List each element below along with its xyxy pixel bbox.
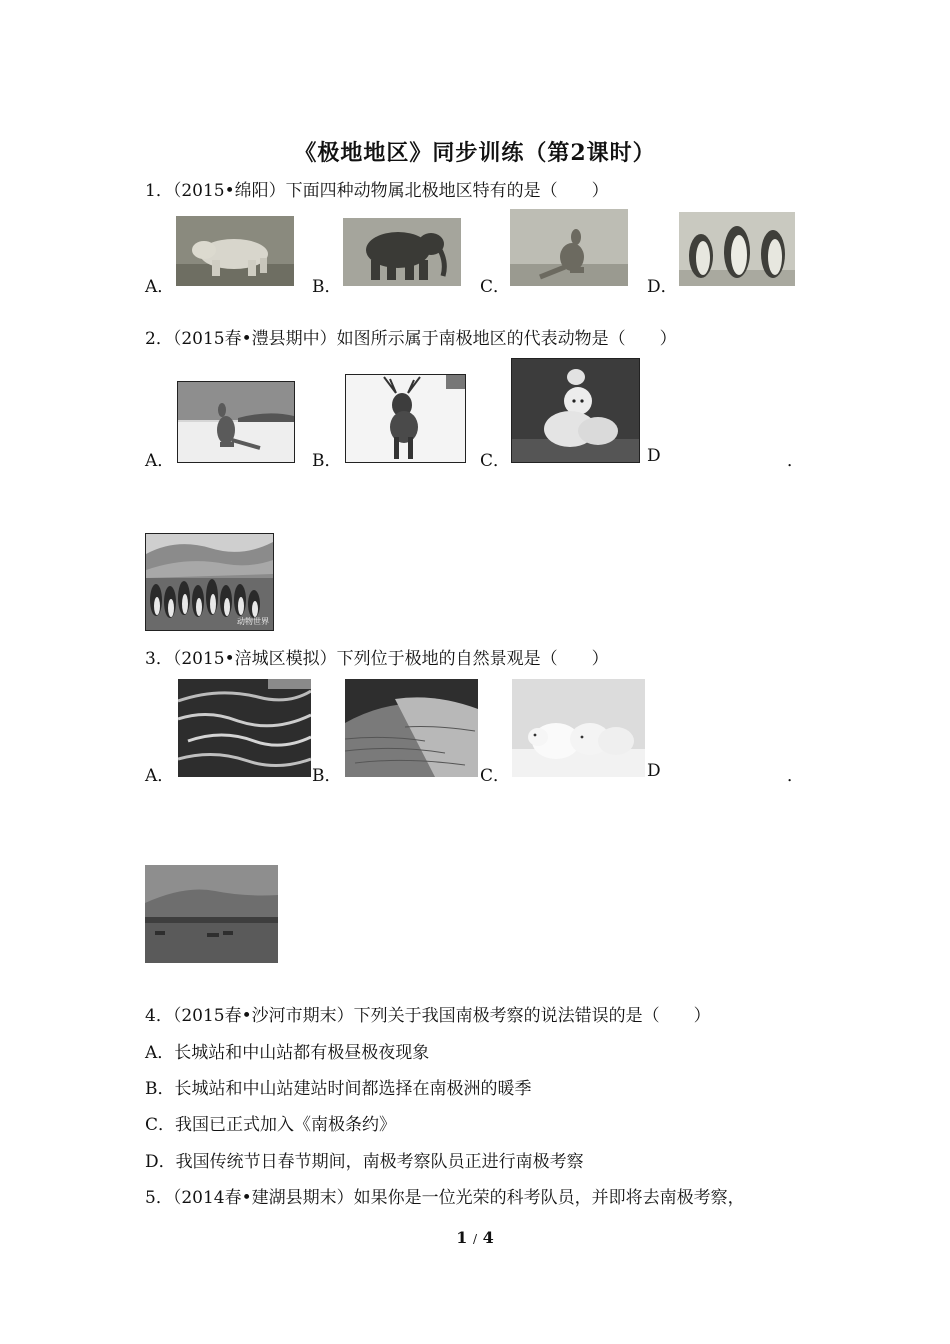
q2-trailing-period: ． — [787, 451, 804, 471]
q2-option-c-label: C． — [480, 451, 511, 471]
q1-option-c-label: C． — [480, 277, 511, 297]
polar-bears-photo — [512, 679, 645, 777]
q1-kangaroo-image — [510, 209, 628, 286]
q1-option-b-label: B． — [312, 277, 342, 297]
page-separator: / — [472, 1232, 478, 1246]
terraced-fields-photo — [178, 679, 311, 777]
q1-option-a-label: A． — [145, 277, 175, 297]
reindeer-photo — [346, 375, 465, 462]
q4-choice-a: A．长城站和中山站都有极昼极夜现象 — [145, 1043, 430, 1063]
q4-choice-c: C．我国已正式加入《南极条约》 — [145, 1115, 397, 1135]
question-2-stem: 2．（2015春•澧县期中）如图所示属于南极地区的代表动物是（ ） — [145, 329, 677, 349]
q1-polar-bear-image — [176, 216, 294, 286]
question-5-stem: 5．（2014春•建湖县期末）如果你是一位光荣的科考队员，并即将去南极考察， — [145, 1188, 745, 1208]
desert-dunes-photo — [345, 679, 478, 777]
question-3-stem: 3．（2015•涪城区模拟）下列位于极地的自然景观是（ ） — [145, 649, 609, 669]
q4-choice-b: B．长城站和中山站建站时间都选择在南极洲的暖季 — [145, 1079, 532, 1099]
kangaroo-photo — [178, 382, 294, 462]
q2-kangaroo-image — [177, 381, 295, 463]
kangaroo-icon — [510, 209, 628, 286]
q2-penguin-colony-image — [145, 533, 274, 631]
q3-option-a-label: A． — [145, 766, 175, 786]
q3-polar-bears-image — [512, 679, 645, 777]
q4-choice-d: D．我国传统节日春节期间，南极考察队员正进行南极考察 — [145, 1152, 584, 1172]
q1-elephant-image — [343, 218, 461, 286]
q2-arctic-fox-image — [511, 358, 640, 463]
q3-desert-image — [345, 679, 478, 777]
savanna-photo — [145, 865, 278, 963]
q3-trailing-period: ． — [787, 766, 804, 786]
penguin-icon — [679, 212, 795, 286]
q2-option-a-label: A． — [145, 451, 175, 471]
question-1-stem: 1．（2015•绵阳）下面四种动物属北极地区特有的是（ ） — [145, 181, 609, 201]
page-total: 4 — [482, 1228, 494, 1247]
elephant-icon — [343, 218, 461, 286]
page-number — [0, 1228, 950, 1247]
question-4-stem: 4．（2015春•沙河市期末）下列关于我国南极考察的说法错误的是（ ） — [145, 1006, 711, 1026]
q3-savanna-image — [145, 865, 278, 963]
q1-penguin-image — [679, 212, 795, 286]
q3-option-d-label: D — [647, 761, 661, 781]
page-current: 1 — [456, 1228, 468, 1247]
q3-terraced-fields-image — [178, 679, 311, 777]
polar-bear-icon — [176, 216, 294, 286]
q2-reindeer-image — [345, 374, 466, 463]
q2-option-b-label: B． — [312, 451, 342, 471]
q3-option-b-label: B． — [312, 766, 342, 786]
q3-option-c-label: C． — [480, 766, 511, 786]
q2-option-d-label: D — [647, 446, 661, 466]
watermark-text: 动物世界 — [237, 617, 269, 626]
arctic-fox-photo — [512, 359, 639, 462]
page-title: 《极地地区》同步训练（第2课时） — [294, 140, 656, 166]
q1-option-d-label: D． — [647, 277, 678, 297]
